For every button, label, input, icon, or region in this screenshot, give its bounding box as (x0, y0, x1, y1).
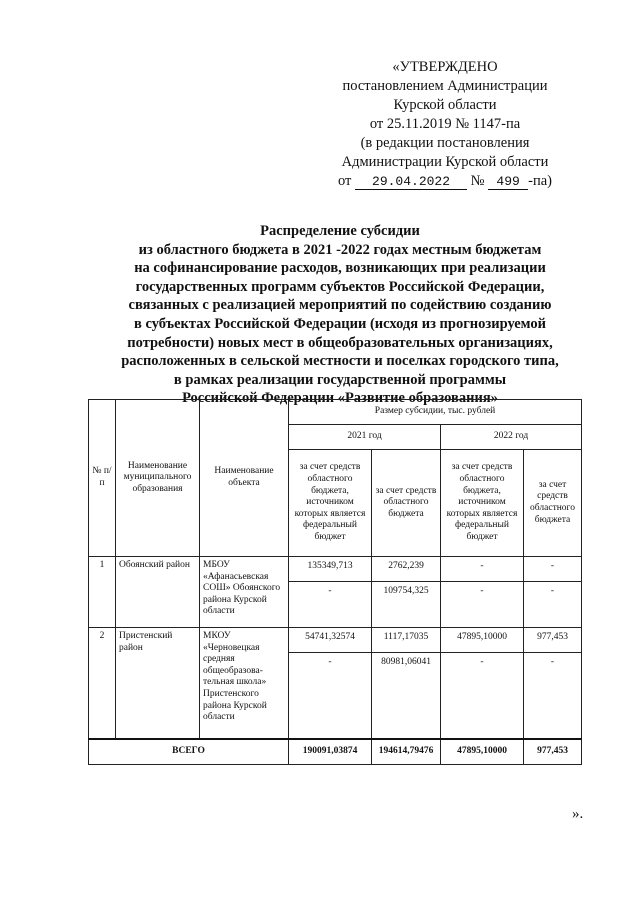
total-value: 977,453 (524, 739, 582, 764)
total-label: ВСЕГО (89, 739, 289, 764)
row-num: 2 (89, 628, 116, 740)
row-object: МБОУ «Афанасьевская СОШ» Обоянского района Курской области (200, 557, 289, 628)
approval-date-line (300, 172, 590, 191)
cell-value: 80981,06041 (372, 653, 441, 740)
header-2021-federal: за счет средств областного бюджета, источником которых является федеральный бюджет (289, 450, 372, 557)
from-label: от (338, 173, 352, 189)
title-line: Российской Федерации «Развитие образования» (182, 390, 498, 407)
row-municipality: Пристенский район (116, 628, 200, 740)
cell-value: - (524, 653, 582, 740)
title-line: в рамках реализации государственной программы (173, 371, 507, 388)
cell-value: 977,453 (524, 628, 582, 653)
total-row (89, 739, 582, 764)
row-object: МКОУ «Черновецкая средняя общеобразова-тельная школа» Пристенского района Курской области (200, 628, 289, 740)
title-line: расположенных в сельской местности и поселках городского типа, (121, 353, 559, 370)
header-2021-regional: за счет средств областного бюджета (372, 450, 441, 557)
title-line: на софинансирование расходов, возникающих при реализации (134, 260, 546, 277)
title-line: из областного бюджета в 2021 -2022 годах местным бюджетам (138, 241, 542, 258)
closing-quote: ». (572, 806, 584, 822)
header-year-2022: 2022 год (441, 425, 582, 450)
header-2022-regional: за счет средств областного бюджета (524, 450, 582, 557)
cell-value: - (441, 582, 524, 628)
approval-line: Администрации Курской области (341, 154, 549, 170)
cell-value: 47895,10000 (441, 628, 524, 653)
total-value: 190091,03874 (289, 739, 372, 764)
cell-value: - (441, 653, 524, 740)
title-line: потребности) новых мест в общеобразовательных организациях, (127, 334, 553, 351)
table-row (89, 628, 582, 653)
total-value: 194614,79476 (372, 739, 441, 764)
title-line: в субъектах Российской Федерации (исходя из прогнозируемой (134, 315, 546, 332)
header-row-subsidy (89, 400, 582, 425)
title-line: государственных программ субъектов Российской Федерации, (135, 278, 545, 295)
cell-value: 54741,32574 (289, 628, 372, 653)
edition-suffix: -па) (528, 173, 552, 189)
edition-date: 29.04.2022 (355, 174, 467, 190)
table-row (89, 557, 582, 582)
header-year-2021: 2021 год (289, 425, 441, 450)
cell-value: 135349,713 (289, 557, 372, 582)
cell-value: 109754,325 (372, 582, 441, 628)
document-title (60, 222, 620, 408)
cell-value: - (289, 653, 372, 740)
row-num: 1 (89, 557, 116, 628)
approval-heading: «УТВЕРЖДЕНО (392, 59, 498, 75)
title-line: связанных с реализацией мероприятий по содействию созданию (128, 297, 552, 314)
header-object: Наименование объекта (200, 400, 289, 557)
header-subsidy: Размер субсидии, тыс. рублей (289, 400, 582, 425)
subsidy-table (88, 399, 582, 765)
approval-line: Курской области (393, 97, 497, 113)
cell-value: - (289, 582, 372, 628)
header-municipality: Наименование муниципального образования (116, 400, 200, 557)
header-2022-federal: за счет средств областного бюджета, источником которых является федеральный бюджет (441, 450, 524, 557)
cell-value: 1117,17035 (372, 628, 441, 653)
total-value: 47895,10000 (441, 739, 524, 764)
title-line: Распределение субсидии (260, 223, 420, 239)
cell-value: - (524, 557, 582, 582)
cell-value: - (524, 582, 582, 628)
approval-line: от 25.11.2019 № 1147-па (369, 116, 521, 132)
approval-line: постановлением Администрации (342, 78, 548, 94)
header-num: № п/п (89, 400, 116, 557)
cell-value: 2762,239 (372, 557, 441, 582)
number-label: № (470, 173, 485, 189)
approval-stamp (300, 58, 590, 191)
cell-value: - (441, 557, 524, 582)
approval-line: (в редакции постановления (360, 135, 530, 151)
row-municipality: Обоянский район (116, 557, 200, 628)
edition-number: 499 (488, 174, 528, 190)
